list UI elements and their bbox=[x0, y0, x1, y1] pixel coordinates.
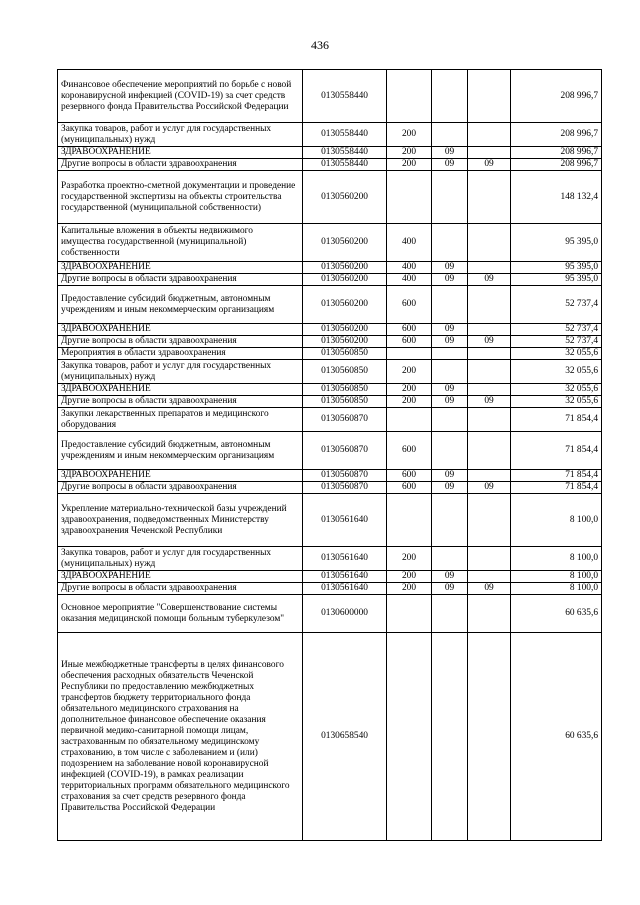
row-subsection-cell bbox=[468, 171, 511, 224]
row-expense-type-cell: 600 bbox=[387, 336, 432, 348]
row-subsection-cell bbox=[468, 147, 511, 159]
row-subsection-cell bbox=[468, 324, 511, 336]
row-amount-cell: 95 395,0 bbox=[511, 274, 602, 286]
row-expense-type-cell: 200 bbox=[387, 147, 432, 159]
row-amount-cell: 60 635,6 bbox=[511, 595, 602, 633]
row-section-cell bbox=[432, 494, 468, 547]
row-name-cell: ЗДРАВООХРАНЕНИЕ bbox=[58, 571, 303, 583]
row-section-cell: 09 bbox=[432, 262, 468, 274]
row-expense-type-cell: 600 bbox=[387, 432, 432, 470]
row-section-cell: 09 bbox=[432, 324, 468, 336]
row-code-cell: 0130560200 bbox=[303, 274, 387, 286]
row-amount-cell: 148 132,4 bbox=[511, 171, 602, 224]
row-amount-cell: 52 737,4 bbox=[511, 336, 602, 348]
table-row bbox=[58, 384, 602, 396]
row-code-cell: 0130560850 bbox=[303, 360, 387, 384]
budget-table bbox=[57, 69, 602, 841]
row-expense-type-cell: 400 bbox=[387, 262, 432, 274]
row-section-cell bbox=[432, 595, 468, 633]
row-expense-type-cell: 600 bbox=[387, 470, 432, 482]
row-expense-type-cell: 200 bbox=[387, 396, 432, 408]
row-amount-cell: 8 100,0 bbox=[511, 547, 602, 571]
row-section-cell bbox=[432, 123, 468, 147]
table-row bbox=[58, 396, 602, 408]
row-section-cell: 09 bbox=[432, 470, 468, 482]
table-row bbox=[58, 571, 602, 583]
table-row bbox=[58, 547, 602, 571]
row-amount-cell: 71 854,4 bbox=[511, 408, 602, 432]
row-code-cell: 0130560200 bbox=[303, 336, 387, 348]
row-code-cell: 0130560200 bbox=[303, 324, 387, 336]
row-code-cell: 0130560850 bbox=[303, 348, 387, 360]
row-section-cell bbox=[432, 547, 468, 571]
row-code-cell: 0130560870 bbox=[303, 482, 387, 494]
row-amount-cell: 71 854,4 bbox=[511, 432, 602, 470]
row-amount-cell: 32 055,6 bbox=[511, 396, 602, 408]
row-code-cell: 0130560200 bbox=[303, 262, 387, 274]
row-section-cell: 09 bbox=[432, 159, 468, 171]
row-code-cell: 0130561640 bbox=[303, 494, 387, 547]
row-code-cell: 0130558440 bbox=[303, 123, 387, 147]
row-name-cell: Основное мероприятие "Совершенствование системы оказания медицинской помощи больным туберкулезом" bbox=[58, 595, 303, 633]
row-code-cell: 0130561640 bbox=[303, 571, 387, 583]
row-subsection-cell bbox=[468, 123, 511, 147]
row-subsection-cell: 09 bbox=[468, 482, 511, 494]
row-section-cell: 09 bbox=[432, 396, 468, 408]
row-subsection-cell: 09 bbox=[468, 274, 511, 286]
row-expense-type-cell: 600 bbox=[387, 324, 432, 336]
table-row bbox=[58, 408, 602, 432]
row-subsection-cell bbox=[468, 262, 511, 274]
row-subsection-cell: 09 bbox=[468, 396, 511, 408]
row-name-cell: ЗДРАВООХРАНЕНИЕ bbox=[58, 384, 303, 396]
row-name-cell: Другие вопросы в области здравоохранения bbox=[58, 583, 303, 595]
table-row bbox=[58, 482, 602, 494]
row-expense-type-cell: 200 bbox=[387, 583, 432, 595]
row-subsection-cell bbox=[468, 384, 511, 396]
row-name-cell: ЗДРАВООХРАНЕНИЕ bbox=[58, 262, 303, 274]
row-expense-type-cell: 600 bbox=[387, 286, 432, 324]
row-section-cell: 09 bbox=[432, 571, 468, 583]
row-name-cell: ЗДРАВООХРАНЕНИЕ bbox=[58, 470, 303, 482]
row-amount-cell: 208 996,7 bbox=[511, 70, 602, 123]
row-section-cell: 09 bbox=[432, 147, 468, 159]
row-code-cell: 0130560870 bbox=[303, 470, 387, 482]
row-expense-type-cell: 400 bbox=[387, 224, 432, 262]
row-expense-type-cell bbox=[387, 348, 432, 360]
row-subsection-cell bbox=[468, 286, 511, 324]
row-name-cell: Предоставление субсидий бюджетным, автономным учреждениям и иным некоммерческим организациям bbox=[58, 432, 303, 470]
row-subsection-cell bbox=[468, 595, 511, 633]
row-name-cell: Капитальные вложения в объекты недвижимого имущества государственной (муниципальной) собственности bbox=[58, 224, 303, 262]
row-section-cell bbox=[432, 348, 468, 360]
row-name-cell: Закупка товаров, работ и услуг для государственных (муниципальных) нужд bbox=[58, 360, 303, 384]
row-amount-cell: 8 100,0 bbox=[511, 494, 602, 547]
table-row bbox=[58, 123, 602, 147]
table-row bbox=[58, 286, 602, 324]
row-amount-cell: 95 395,0 bbox=[511, 262, 602, 274]
row-expense-type-cell: 200 bbox=[387, 123, 432, 147]
row-expense-type-cell bbox=[387, 408, 432, 432]
row-section-cell bbox=[432, 360, 468, 384]
row-section-cell: 09 bbox=[432, 336, 468, 348]
row-amount-cell: 60 635,6 bbox=[511, 633, 602, 841]
row-expense-type-cell: 200 bbox=[387, 360, 432, 384]
row-subsection-cell bbox=[468, 224, 511, 262]
row-name-cell: Разработка проектно-сметной документации и проведение государственной экспертизы на объекты строительства государственной (муниципальной собственности) bbox=[58, 171, 303, 224]
row-subsection-cell bbox=[468, 360, 511, 384]
table-row bbox=[58, 595, 602, 633]
table-row bbox=[58, 348, 602, 360]
row-name-cell: ЗДРАВООХРАНЕНИЕ bbox=[58, 324, 303, 336]
row-amount-cell: 32 055,6 bbox=[511, 348, 602, 360]
row-amount-cell: 208 996,7 bbox=[511, 123, 602, 147]
table-row bbox=[58, 159, 602, 171]
row-expense-type-cell: 600 bbox=[387, 482, 432, 494]
row-name-cell: Другие вопросы в области здравоохранения bbox=[58, 482, 303, 494]
row-name-cell: Предоставление субсидий бюджетным, автономным учреждениям и иным некоммерческим организациям bbox=[58, 286, 303, 324]
row-amount-cell: 95 395,0 bbox=[511, 224, 602, 262]
table-row bbox=[58, 171, 602, 224]
row-subsection-cell bbox=[468, 633, 511, 841]
row-expense-type-cell bbox=[387, 595, 432, 633]
row-section-cell bbox=[432, 286, 468, 324]
table-row bbox=[58, 432, 602, 470]
row-name-cell: Закупки лекарственных препаратов и медицинского оборудования bbox=[58, 408, 303, 432]
table-row bbox=[58, 224, 602, 262]
row-section-cell bbox=[432, 633, 468, 841]
row-subsection-cell bbox=[468, 432, 511, 470]
row-expense-type-cell: 200 bbox=[387, 571, 432, 583]
row-name-cell: Другие вопросы в области здравоохранения bbox=[58, 336, 303, 348]
row-name-cell: Другие вопросы в области здравоохранения bbox=[58, 274, 303, 286]
row-name-cell: Финансовое обеспечение мероприятий по борьбе с новой коронавирусной инфекцией (COVID-19) за счет средств резервного фонда Правительства Российской Федерации bbox=[58, 70, 303, 123]
row-name-cell: Закупка товаров, работ и услуг для государственных (муниципальных) нужд bbox=[58, 123, 303, 147]
row-expense-type-cell bbox=[387, 171, 432, 224]
table-row bbox=[58, 336, 602, 348]
row-expense-type-cell: 200 bbox=[387, 547, 432, 571]
row-section-cell bbox=[432, 408, 468, 432]
row-code-cell: 0130560850 bbox=[303, 384, 387, 396]
row-section-cell: 09 bbox=[432, 583, 468, 595]
row-name-cell: Мероприятия в области здравоохранения bbox=[58, 348, 303, 360]
page-number: 436 bbox=[311, 38, 329, 52]
row-amount-cell: 52 737,4 bbox=[511, 286, 602, 324]
row-expense-type-cell: 200 bbox=[387, 384, 432, 396]
row-subsection-cell: 09 bbox=[468, 583, 511, 595]
row-amount-cell: 208 996,7 bbox=[511, 147, 602, 159]
table-row bbox=[58, 470, 602, 482]
row-section-cell bbox=[432, 224, 468, 262]
table-row bbox=[58, 583, 602, 595]
row-section-cell bbox=[432, 171, 468, 224]
row-expense-type-cell: 200 bbox=[387, 159, 432, 171]
row-name-cell: Иные межбюджетные трансферты в целях финансового обеспечения расходных обязательств Чеченской Республики по предоставлению межбюджетных трансфертов бюджету территориального фонда обязательного медицинского страхования на дополнительное финансовое обеспечение оказания первичной медико-санитарной помощи лицам, застрахованным по обязательному медицинскому страхованию, в том числе с заболеванием и (или) подозрением на заболевание новой коронавирусной инфекцией (COVID-19), в рамках реализации территориальных программ обязательного медицинского страхования за счет средств резервного фонда Правительства Российской Федерации bbox=[58, 633, 303, 841]
table-row bbox=[58, 360, 602, 384]
row-code-cell: 0130600000 bbox=[303, 595, 387, 633]
row-code-cell: 0130560850 bbox=[303, 396, 387, 408]
row-name-cell: Другие вопросы в области здравоохранения bbox=[58, 159, 303, 171]
budget-table-body bbox=[58, 70, 602, 841]
row-subsection-cell bbox=[468, 470, 511, 482]
row-amount-cell: 71 854,4 bbox=[511, 470, 602, 482]
table-row bbox=[58, 324, 602, 336]
row-subsection-cell bbox=[468, 348, 511, 360]
table-row bbox=[58, 274, 602, 286]
row-amount-cell: 8 100,0 bbox=[511, 583, 602, 595]
row-code-cell: 0130558440 bbox=[303, 70, 387, 123]
row-section-cell bbox=[432, 432, 468, 470]
row-section-cell: 09 bbox=[432, 384, 468, 396]
row-expense-type-cell: 400 bbox=[387, 274, 432, 286]
row-subsection-cell: 09 bbox=[468, 336, 511, 348]
row-code-cell: 0130560200 bbox=[303, 286, 387, 324]
row-section-cell: 09 bbox=[432, 482, 468, 494]
row-section-cell: 09 bbox=[432, 274, 468, 286]
row-name-cell: ЗДРАВООХРАНЕНИЕ bbox=[58, 147, 303, 159]
row-subsection-cell: 09 bbox=[468, 159, 511, 171]
row-amount-cell: 208 996,7 bbox=[511, 159, 602, 171]
row-expense-type-cell bbox=[387, 70, 432, 123]
row-code-cell: 0130560870 bbox=[303, 408, 387, 432]
table-row bbox=[58, 70, 602, 123]
row-subsection-cell bbox=[468, 547, 511, 571]
row-code-cell: 0130658540 bbox=[303, 633, 387, 841]
row-code-cell: 0130558440 bbox=[303, 147, 387, 159]
table-row bbox=[58, 494, 602, 547]
row-code-cell: 0130561640 bbox=[303, 583, 387, 595]
row-name-cell: Укрепление материально-технической базы учреждений здравоохранения, подведомственных Министерству здравоохранения Чеченской Республики bbox=[58, 494, 303, 547]
row-subsection-cell bbox=[468, 494, 511, 547]
table-row bbox=[58, 262, 602, 274]
row-code-cell: 0130558440 bbox=[303, 159, 387, 171]
row-expense-type-cell bbox=[387, 633, 432, 841]
row-subsection-cell bbox=[468, 408, 511, 432]
row-amount-cell: 32 055,6 bbox=[511, 384, 602, 396]
row-amount-cell: 32 055,6 bbox=[511, 360, 602, 384]
row-amount-cell: 52 737,4 bbox=[511, 324, 602, 336]
row-amount-cell: 71 854,4 bbox=[511, 482, 602, 494]
row-code-cell: 0130560200 bbox=[303, 171, 387, 224]
row-amount-cell: 8 100,0 bbox=[511, 571, 602, 583]
row-name-cell: Закупка товаров, работ и услуг для государственных (муниципальных) нужд bbox=[58, 547, 303, 571]
row-subsection-cell bbox=[468, 70, 511, 123]
row-section-cell bbox=[432, 70, 468, 123]
table-row bbox=[58, 147, 602, 159]
row-code-cell: 0130560200 bbox=[303, 224, 387, 262]
row-subsection-cell bbox=[468, 571, 511, 583]
row-code-cell: 0130561640 bbox=[303, 547, 387, 571]
row-code-cell: 0130560870 bbox=[303, 432, 387, 470]
table-row bbox=[58, 633, 602, 841]
row-expense-type-cell bbox=[387, 494, 432, 547]
row-name-cell: Другие вопросы в области здравоохранения bbox=[58, 396, 303, 408]
